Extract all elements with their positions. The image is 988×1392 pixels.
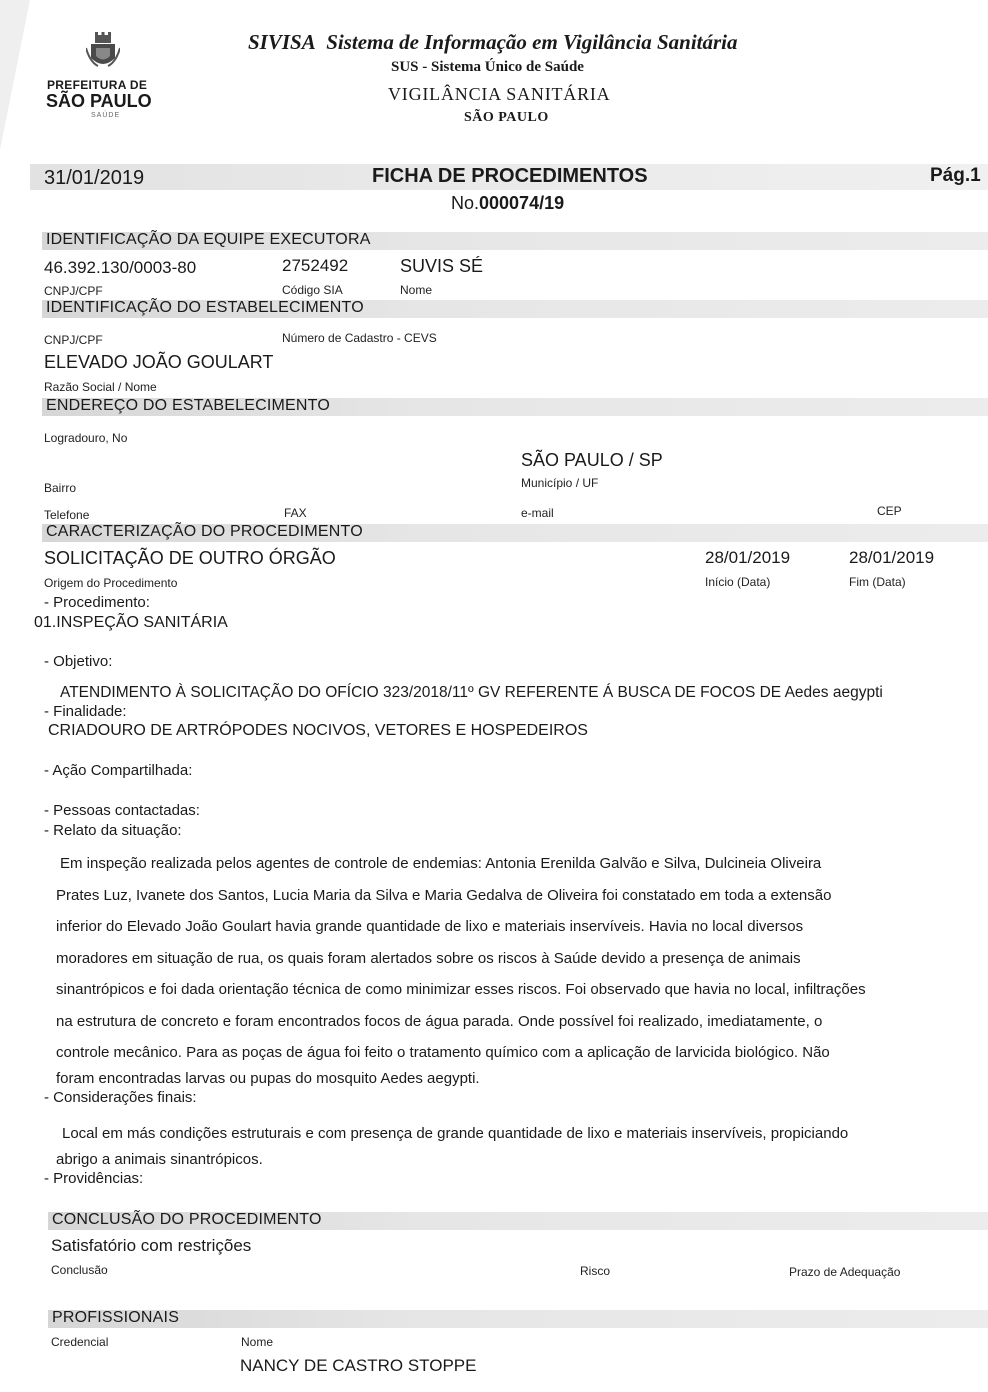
doc-date: 31/01/2019 (44, 167, 145, 189)
equipe-nome-label: Nome (400, 283, 433, 297)
section-procedimento (42, 524, 988, 542)
relato-line: na estrutura de concreto e foram encontrados focos de água parada. Onde possível foi realizado, imediatamente, o (56, 1012, 823, 1030)
subtitle-sus: SUS - Sistema Único de Saúde (391, 59, 584, 75)
relato-line: Em inspeção realizada pelos agentes de controle de endemias: Antonia Erenilda Galvão e Silva, Dulcineia Oliveira (60, 855, 822, 872)
equipe-codigo-label: Código SIA (282, 283, 343, 297)
proc-origem-label: Origem do Procedimento (44, 576, 178, 590)
end-telefone-label: Telefone (44, 508, 90, 522)
conclusao-risco-label: Risco (580, 1264, 611, 1278)
end-fax-label: FAX (284, 506, 307, 520)
conclusao-label: Conclusão (51, 1263, 108, 1277)
end-cep-label: CEP (877, 504, 902, 518)
equipe-codigo-sia: 2752492 (282, 256, 349, 275)
proc-procedimento: 01.INSPEÇÃO SANITÁRIA (34, 614, 228, 631)
estab-razao-social: ELEVADO JOÃO GOULART (44, 352, 274, 372)
proc-pessoas-label: - Pessoas contactadas: (44, 802, 200, 819)
coat-of-arms-icon (86, 32, 120, 72)
equipe-cnpj: 46.392.130/0003-80 (44, 258, 197, 277)
relato-line: Prates Luz, Ivanete dos Santos, Lucia Maria da Silva e Maria Gedalva de Oliveira foi constatado em toda a extensão (56, 886, 832, 904)
estab-cnpj-label: CNPJ/CPF (44, 333, 103, 347)
consideracoes-line: abrigo a animais sinantrópicos. (56, 1151, 263, 1168)
subtitle-vigilancia: VIGILÂNCIA SANITÁRIA (388, 84, 611, 104)
section-estabelecimento-title: IDENTIFICAÇÃO DO ESTABELECIMENTO (46, 299, 364, 316)
proc-relato-label: - Relato da situação: (44, 822, 182, 839)
proc-relato-text (56, 848, 988, 1089)
doc-number-prefix: No. (451, 193, 480, 213)
doc-page: Pág.1 (930, 165, 981, 186)
relato-line: sinantrópicos e foi dada orientação técnica de como minimizar esses riscos. Foi observado que havia no local, infiltrações (56, 981, 866, 998)
title-sivisa: SIVISA (248, 30, 316, 54)
section-equipe-title: IDENTIFICAÇÃO DA EQUIPE EXECUTORA (46, 231, 371, 248)
proc-procedimento-label: - Procedimento: (44, 594, 150, 611)
estab-razao-label: Razão Social / Nome (44, 380, 157, 394)
proc-inicio-label: Início (Data) (705, 575, 771, 589)
proc-objetivo: ATENDIMENTO À SOLICITAÇÃO DO OFÍCIO 323/2018/11º GV REFERENTE Á BUSCA DE FOCOS DE Aedes aegypti (60, 684, 883, 701)
conclusao-valor: Satisfatório com restrições (51, 1236, 252, 1255)
proc-finalidade: CRIADOURO DE ARTRÓPODES NOCIVOS, VETORES E HOSPEDEIROS (48, 722, 588, 739)
scan-corner-shadow (0, 0, 30, 150)
logo-line3: SAÚDE (91, 112, 121, 119)
relato-line: controle mecânico. Para as poças de água foi feito o tratamento químico com a aplicação de larvicida biológico. Não (56, 1044, 830, 1061)
section-equipe (42, 232, 988, 250)
proc-acao-label: - Ação Compartilhada: (44, 762, 193, 779)
relato-line: moradores em situação de rua, os quais foram alertados sobre os riscos à Saúde devido a presença de animais (56, 949, 801, 967)
end-logradouro-label: Logradouro, No (44, 431, 128, 445)
doc-number (451, 193, 564, 214)
end-municipio-label: Município / UF (521, 476, 599, 490)
section-endereco-title: ENDEREÇO DO ESTABELECIMENTO (46, 397, 330, 414)
header-title (248, 30, 738, 55)
consideracoes-line: Local em más condições estruturais e com presença de grande quantidade de lixo e materiais inservíveis, propiciando (62, 1125, 849, 1142)
proc-objetivo-label: - Objetivo: (44, 653, 113, 670)
proc-providencias-label: - Providências: (44, 1170, 144, 1187)
proc-inicio: 28/01/2019 (705, 548, 791, 567)
logo-line1: PREFEITURA DE (47, 78, 148, 92)
section-profissionais-title: PROFISSIONAIS (52, 1309, 180, 1326)
proc-finalidade-label: - Finalidade: (44, 703, 127, 720)
proc-consideracoes-text (56, 1118, 988, 1170)
logo-line2: SÃO PAULO (46, 91, 152, 111)
estab-cadastro-label: Número de Cadastro - CEVS (282, 331, 437, 345)
relato-line: inferior do Elevado João Goulart havia grande quantidade de lixo e materiais inservíveis. Havia no local diversos (56, 918, 804, 935)
subtitle-city: SÃO PAULO (464, 110, 549, 125)
section-estabelecimento (42, 300, 988, 318)
logo (44, 32, 164, 127)
section-procedimento-title: CARACTERIZAÇÃO DO PROCEDIMENTO (46, 523, 363, 540)
relato-line: foram encontradas larvas ou pupas do mosquito Aedes aegypti. (56, 1069, 480, 1087)
equipe-nome: SUVIS SÉ (400, 256, 484, 276)
proc-consideracoes-label: - Considerações finais: (44, 1089, 197, 1106)
doc-number-value: 000074/19 (479, 193, 565, 213)
prof-nome-label: Nome (241, 1335, 274, 1349)
proc-origem: SOLICITAÇÃO DE OUTRO ÓRGÃO (44, 548, 336, 568)
section-profissionais (48, 1310, 988, 1328)
end-email-label: e-mail (521, 506, 554, 520)
equipe-cnpj-label: CNPJ/CPF (44, 284, 103, 298)
proc-fim-label: Fim (Data) (849, 575, 906, 589)
prof-nome: NANCY DE CASTRO STOPPE (240, 1356, 477, 1375)
section-conclusao-title: CONCLUSÃO DO PROCEDIMENTO (52, 1211, 322, 1228)
title-system: Sistema de Informação em Vigilância Sanitária (326, 30, 738, 54)
end-bairro-label: Bairro (44, 481, 77, 495)
proc-fim: 28/01/2019 (849, 548, 935, 567)
end-municipio: SÃO PAULO / SP (521, 450, 663, 470)
section-conclusao (48, 1212, 988, 1230)
doc-title: FICHA DE PROCEDIMENTOS (372, 165, 648, 187)
section-endereco (42, 398, 988, 416)
conclusao-prazo-label: Prazo de Adequação (789, 1265, 901, 1279)
prof-credencial-label: Credencial (51, 1335, 109, 1349)
